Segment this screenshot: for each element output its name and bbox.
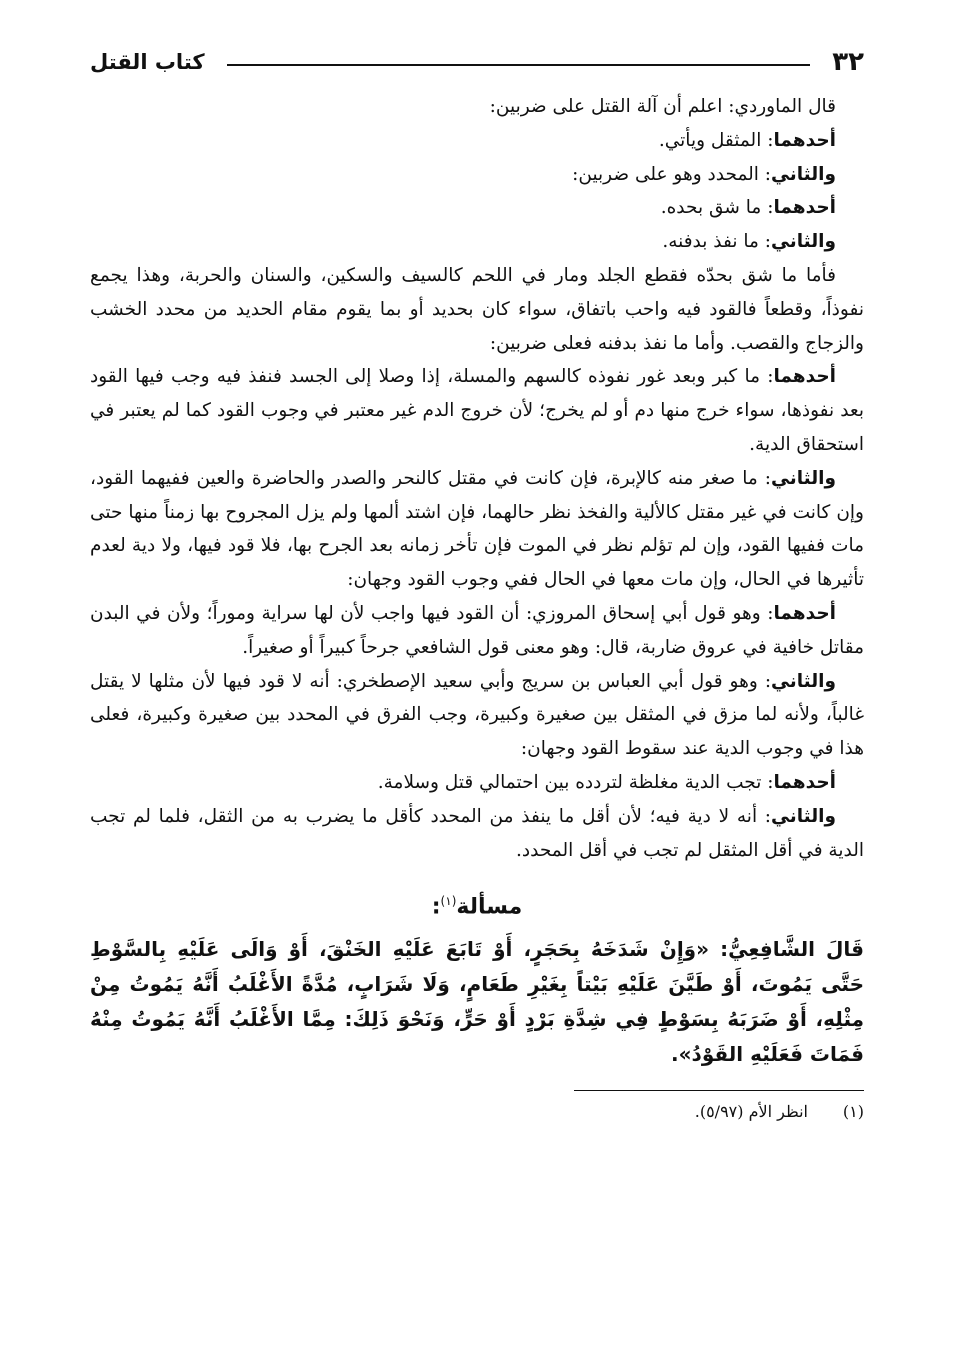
footnote-rule xyxy=(574,1090,864,1091)
paragraph-lead: أحدهما xyxy=(773,602,836,624)
running-title: كتاب القتل xyxy=(90,50,205,74)
footnote-mark: (١) xyxy=(842,1101,864,1121)
paragraph xyxy=(90,766,864,800)
paragraph-lead: أحدهما xyxy=(773,197,836,219)
paragraph-lead: أحدهما xyxy=(773,366,836,388)
paragraph-lead: أحدهما xyxy=(773,771,836,793)
paragraph xyxy=(90,90,864,124)
paragraph xyxy=(90,665,864,766)
paragraph xyxy=(90,158,864,192)
paragraph-lead: والثاني xyxy=(771,805,836,827)
paragraph-text: : وهو قول أبي العباس بن سريج وأبي سعيد الإصطخري: أنه لا قود فيها لأن مثلها لا يقتل غالباً، ولأنه لما مزق في المثقل بين صغيرة وكبيرة، وجب الفرق في المحدد بين صغيرة وكبيرة، فعلى هذا في وجوب الدية عند سقوط القود وجهان: xyxy=(90,670,864,760)
paragraph-text: : المحدد وهو على ضربين: xyxy=(572,163,772,185)
paragraph-text: : ما شق بحده. xyxy=(660,197,774,219)
page-number: ٣٢ xyxy=(832,47,864,77)
paragraph-text: قال الماوردي: اعلم أن آلة القتل على ضربين: xyxy=(489,96,836,117)
header-rule xyxy=(227,64,811,66)
paragraph-lead: والثاني xyxy=(771,231,836,253)
footnote-reference: (١) xyxy=(440,894,457,909)
paragraph-lead: والثاني xyxy=(771,670,836,692)
paragraph xyxy=(90,462,864,597)
paragraph-text: : أنه لا دية فيه؛ لأن أقل ما ينفذ من المحدد كأقل ما يضرب به من الثقل، فلما لم تجب الدية في أقل المثقل لم تجب في أقل المحدد. xyxy=(90,805,864,861)
body-text xyxy=(90,90,864,867)
section-heading-text: مسألة xyxy=(456,894,523,920)
page-header xyxy=(90,40,864,84)
paragraph xyxy=(90,225,864,259)
paragraph xyxy=(90,360,864,461)
paragraph-text: : المثقل ويأتي. xyxy=(658,129,774,151)
paragraph-lead: أحدهما xyxy=(773,129,836,151)
paragraph-text: : وهو قول أبي إسحاق المروزي: أن القود فيها واجب لأن لها سراية وموراً؛ ولأن في البدن مقاتل خافية في عروق ضاربة، قال: وهو معنى قول الشافعي جرحاً كبيراً أو صغيراً. xyxy=(90,602,864,658)
paragraph xyxy=(90,597,864,665)
footnote-text: انظر الأم (٥/٩٧). xyxy=(694,1101,808,1121)
paragraph-text: : ما كبر وبعد غور نفوذه كالسهم والمسلة، إذا وصلا إلى الجسد فنفذ فيه وجب فيها القود بعد نفوذها، سواء خرج منها دم أو لم يخرج؛ لأن خروج الدم غير معتبر في وجوب القود كما لم يعتبر في استحقاق الدية. xyxy=(90,366,864,455)
paragraph-text: فأما ما شق بحدّه فقطع الجلد ومار في اللحم كالسيف والسكين، والسنان والحربة، وهذا يجمع نفوذاً، وقطعاً فالقود فيه واحب باتفاق، سواء كان بحديد أو بما يقوم مقام الحديد من محدد الخشب والزجاج والقصب. وأما ما نفذ بدفنه فعلى ضربين: xyxy=(90,264,864,354)
paragraph xyxy=(90,124,864,158)
paragraph-text: : تجب الدية مغلظة لتردده بين احتمالي قتل وسلامة. xyxy=(377,771,774,793)
paragraph-lead: والثاني xyxy=(771,163,836,185)
section-heading xyxy=(90,881,864,927)
paragraph-lead: والثاني xyxy=(771,467,836,489)
paragraph xyxy=(90,191,864,225)
section-heading-suffix: : xyxy=(431,894,441,920)
paragraph-text: : ما صغر منه كالإبرة، فإن كانت في مقتل كالنحر والصدر والحاضرة والعين ففيهما القود، وإن كانت في غير مقتل كالألية والفخذ نظر حالهما، فإن اشتد ألمها ولم يزل المجروح بها زمناً منها حتى مات ففيها القود، وإن لم تؤلم نظر في الموت فإن تأخر زمانه بعد الجرح بها، فلا قود فيها، ولا دية لعدم تأثيرها في الحال، وإن مات معها في الحال ففي وجوب القود وجهان: xyxy=(90,467,864,591)
paragraph xyxy=(90,259,864,360)
paragraph-text: : ما نفذ بدفنه. xyxy=(662,231,772,253)
quoted-text: قَالَ الشَّافِعِيُّ: «وَإِنْ شَدَخَهُ بِحَجَرٍ، أَوْ تَابَعَ عَلَيْهِ الخَنْقَ، أَوْ وَالَى عَلَيْهِ بِالسَّوْطِ حَتَّى يَمُوتَ، أَوْ طَيَّنَ عَلَيْهِ بَيْتاً بِغَيْرِ طَعَامٍ، وَلَا شَرَابٍ، مُدَّةً الأَغْلَبُ أَنَّهُ يَمُوتُ مِنْ مِثْلِهِ، أَوْ ضَرَبَهُ بِسَوْطٍ فِي شِدَّةِ بَرْدٍ أَوْ حَرٍّ، وَنَحْوَ ذَلِكَ: مِمَّا الأَغْلَبُ أَنَّهُ يَمُوتُ مِنْهُ فَمَاتَ فَعَلَيْهِ القَوْدُ». xyxy=(90,936,864,1066)
footnote xyxy=(90,1097,864,1127)
paragraph xyxy=(90,800,864,868)
